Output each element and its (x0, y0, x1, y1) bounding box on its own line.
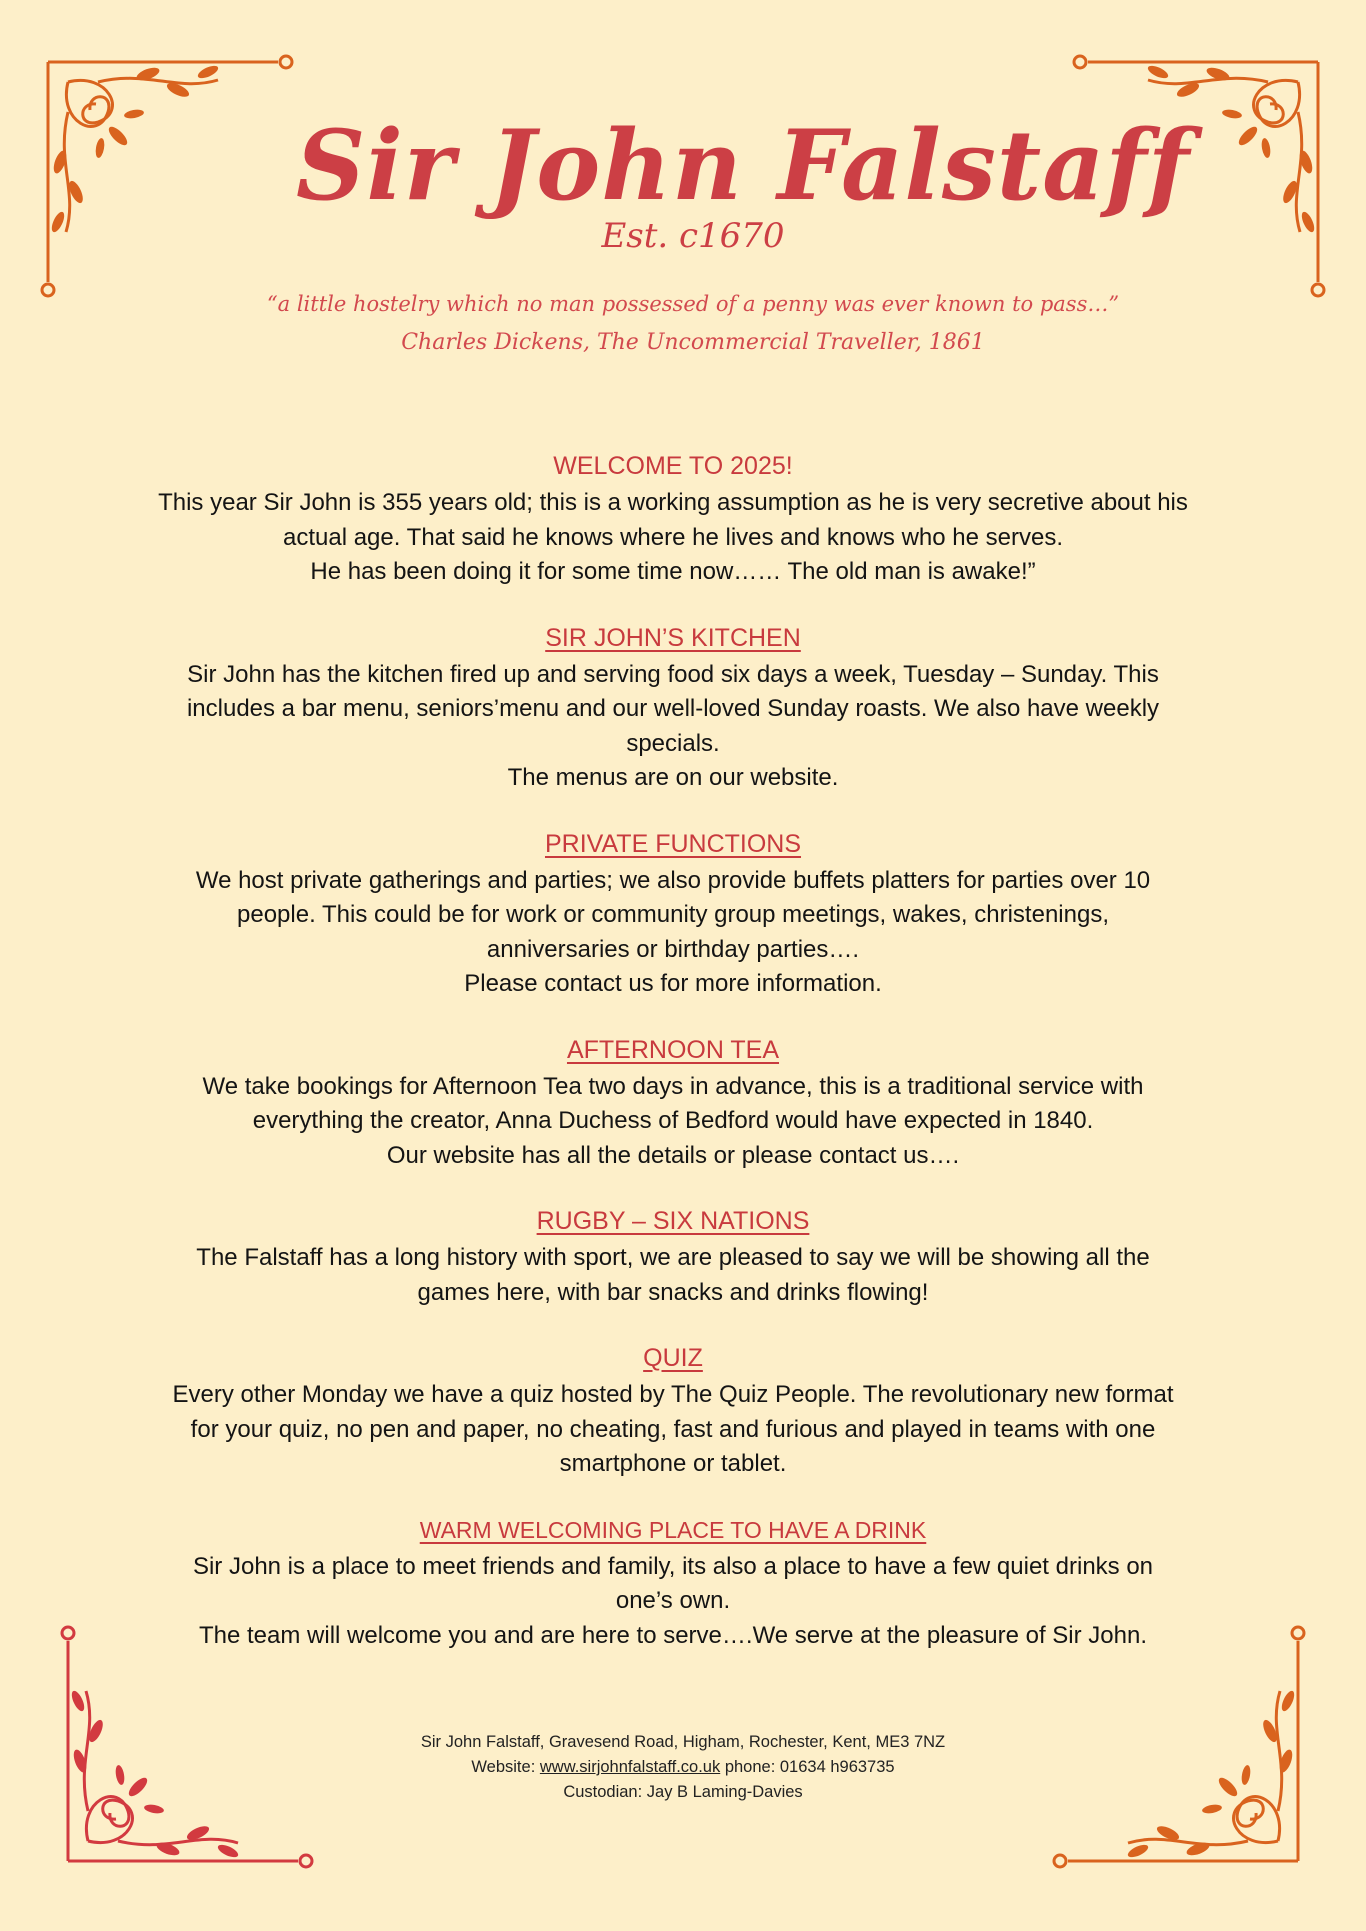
footer-address: Sir John Falstaff, Gravesend Road, Higham, Rochester, Kent, ME3 7NZ (420, 1733, 946, 1751)
text-line: The Falstaff has a long history with sport, we are pleased to say we will be showing all the (196, 1244, 1150, 1271)
section-text (60, 658, 1286, 796)
text-line: This year Sir John is 355 years old; this is a working assumption as he is very secretive about his (158, 489, 1188, 516)
text-line: games here, with bar snacks and drinks flowing! (417, 1278, 929, 1306)
text-line: Our website has all the details or please contact us…. (386, 1141, 960, 1169)
section-afternoon-tea (60, 1034, 1286, 1174)
footer (0, 1730, 1366, 1805)
section-heading: AFTERNOON TEA (566, 1035, 780, 1064)
section-private-functions (60, 828, 1286, 1002)
section-quiz (60, 1342, 1286, 1482)
text-line: Please contact us for more information. (464, 970, 882, 997)
text-line: We host private gatherings and parties; we also provide buffets platters for parties over 10 (195, 866, 1151, 894)
text-line: Every other Monday we have a quiz hosted by The Quiz People. The revolutionary new format (172, 1381, 1174, 1408)
text-line: We take bookings for Afternoon Tea two days in advance, this is a traditional service with (202, 1072, 1144, 1100)
text-line: The team will welcome you and are here to serve….We serve at the pleasure of Sir John. (198, 1621, 1147, 1649)
text-line: includes a bar menu, seniors’menu and our well-loved Sunday roasts. We also have weekly (186, 695, 1160, 722)
section-welcome (60, 450, 1286, 590)
established-date: Est. c1670 (601, 216, 785, 256)
section-rugby (60, 1205, 1286, 1310)
content (60, 450, 1286, 1685)
section-text (60, 1241, 1286, 1310)
section-heading: RUGBY – SIX NATIONS (536, 1207, 810, 1235)
section-text (60, 1550, 1286, 1654)
website-label: Website: (471, 1758, 536, 1776)
text-line: He has been doing it for some time now…… The old man is awake!” (310, 558, 1036, 585)
section-heading: PRIVATE FUNCTIONS (544, 829, 802, 858)
section-heading: WARM WELCOMING PLACE TO HAVE A DRINK (419, 1516, 927, 1543)
footer-contact (0, 1755, 1366, 1780)
section-text (60, 864, 1286, 1002)
text-line: The menus are on our website. (507, 764, 839, 791)
quote-attribution: Charles Dickens, The Uncommercial Traveller, 1861 (401, 330, 985, 355)
section-text (60, 1378, 1286, 1482)
page-title: Sir John Falstaff (295, 109, 1191, 222)
section-heading: WELCOME TO 2025! (553, 452, 793, 480)
website-link[interactable]: www.sirjohnfalstaff.co.uk (539, 1758, 721, 1776)
header (0, 109, 1366, 355)
section-drink (60, 1514, 1286, 1654)
section-text (60, 1070, 1286, 1174)
text-line: actual age. That said he knows where he lives and knows who he serves. (283, 523, 1063, 551)
section-heading: QUIZ (643, 1344, 703, 1372)
text-line: smartphone or tablet. (559, 1450, 787, 1477)
text-line: people. This could be for work or community group meetings, wakes, christenings, (237, 901, 1109, 928)
text-line: Sir John is a place to meet friends and family, its also a place to have a few quiet drinks on (192, 1552, 1154, 1580)
text-line: Sir John has the kitchen fired up and serving food six days a week, Tuesday – Sunday. This (187, 660, 1159, 688)
text-line: specials. (626, 729, 720, 757)
text-line: for your quiz, no pen and paper, no cheating, fast and furious and played in teams with one (190, 1415, 1156, 1443)
text-line: one’s own. (615, 1587, 731, 1614)
text-line: anniversaries or birthday parties…. (486, 935, 860, 963)
footer-custodian: Custodian: Jay B Laming-Davies (563, 1783, 803, 1801)
dickens-quote: “a little hostelry which no man possessed of a penny was ever known to pass…” (266, 292, 1120, 316)
section-heading: SIR JOHN’S KITCHEN (545, 623, 801, 652)
section-kitchen (60, 622, 1286, 796)
text-line: everything the creator, Anna Duchess of Bedford would have expected in 1840. (252, 1107, 1094, 1134)
section-text (60, 486, 1286, 590)
phone-number: phone: 01634 h963735 (724, 1758, 895, 1776)
